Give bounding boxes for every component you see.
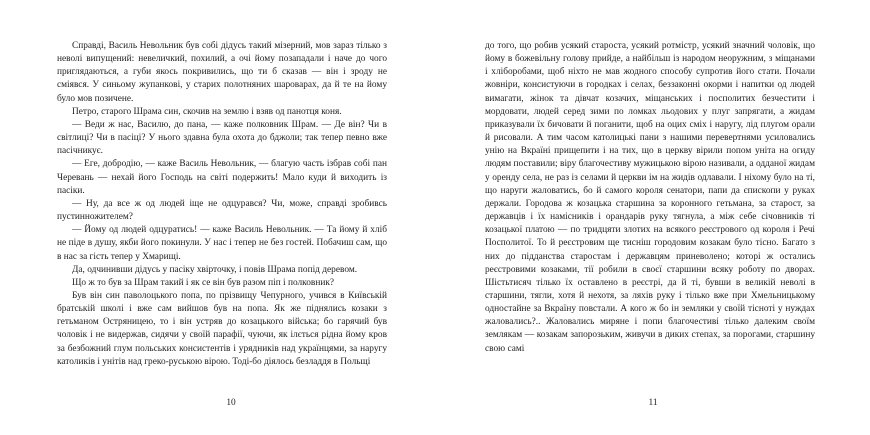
paragraph: Справді, Василь Невольник був собі дідусь такий мізерний, мов зараз тілько з неволі випущений: невеличкий, похилий, а очі йому позападали і наче до чого приглядаються, а губи якось покривились, що ти б сказав — він і зроду не сміявся. У синьому жупанкові, у старих полотняних шароварах, да й те на йому було мов позичене.	[57, 41, 387, 104]
paragraph: — Йому од людей одцуратись! — каже Василь Невольник. — Та йому й хліб не піде в душу, якби його покинули. У нас і тепер не без гостей. Побачиш сам, що в нас за гість тепер у Хмарищі.	[57, 225, 387, 262]
right-page-text	[485, 40, 815, 356]
paragraph: Да, одчинивши дідусь у пасіку хвірточку, і повів Шрама попід деревом.	[72, 264, 358, 275]
right-page	[485, 40, 815, 356]
page-number-left: 10	[226, 398, 236, 408]
paragraph: до того, що робив усякий староста, усякий ротмістр, усякий значний чоловік, що йому в божевільну голову прийде, а найбільш із народом неоружним, з міщанами і хліборобами, щоб ніхто не мав жодного способу супротив його стати. Почали жовніри, консистуючи в городках і селах, беззаконні окорми і напитки од людей вимагати, жінок та дівчат козачих, міщанських і посполитих безчестити і мордовати, людей серед зими по ломках льодових у плуг запрягати, а жидам приказували їх бичовати й поганити, щоб на оцих сміх і наругу, лід плугом орали й рисовали. А тим часом католицькі пани з нашими перевертнями усиловались унію на Вкраїні прищепити і на тих, що в церкву вірили попом уніта на огиду людям поставили; віру благочестиву мужицькою вірою називали, а одданої жидам у оренду села, не раз із селами й церкви ім на жидів одлавали. І ніхому було на ті, що наруги жаловатись, бо й самого короля сенатори, папи да єпископи у руках держали. Городова ж козацька старшина за коронного гетьмана, за старост, за державців і їх намісників і орандарів руку тягнула, а між себе січовників ті козацької платою — по тридцяти злотих на всякого реєстрового од короля і Речі Посполитої. То й реєстровим ще тисніш городовим козакам було тісно. Багато з них до підданства старостам і державцям приневолено; которі ж остались реєстровими козаками, тії робили в своєї старшини всяку роботу по дворах. Шістьтисяч тілько їх оставлено в реєстрі, да й ті, бувши в великій неволі в старшини, тягли, хотя й нехотя, за ляхів руку і тілько вже при Хмельницькому одностайне за Вкраїну повстали. А кого ж бо ін земляки у своїй тісноті у нуждах жаловались?.. Жаловались миряне і попи благочестиві тілько далеким своїм землякам — козакам запорозьким, живучи в диких степах, за порогами, старшину свою самі	[485, 41, 815, 354]
paragraph: Був він син паволоцького попа, по прізвищу Чепурного, учився в Київській братській школі і вже сам вийшов був на попа. Як же піднялись козаки з гетьманом Остряницею, то і він устряв до козацького війська; бо гарячий був чоловік і не видержав, сидячи у своїй парафії, чуючи, як ілється рідна йому кров за безбожний глум польських консистентів і урядників над українцями, за наругу католиків і унітів над греко-руською вірою. Тоді-бо діялось безладдя в Польщі	[57, 290, 387, 367]
paragraph: Петро, старого Шрама син, скочив на землю і взяв од панотця коня.	[72, 106, 342, 117]
paragraph: — Веди ж нас, Василю, до пана, — каже полковник Шрам. — Де він? Чи в світлиці? Чи в пасіці? У нього здавна була охота до бджоли; так тепер певно вже пасічникує.	[57, 119, 387, 157]
paragraph: Що ж то був за Шрам такий і як се він був разом піп і полковник?	[72, 277, 335, 288]
paragraph: — Еге, добродію, — каже Василь Невольник, — благую часть ізбрав собі пан Черевань — нехай його Господь на світі подержить! Мало куди й виходить із пасіки.	[57, 159, 387, 196]
paragraph: — Ну, да все ж од людей іще не одцурався? Чи, може, справді зробивсь пустинножителем?	[57, 198, 387, 223]
left-page	[57, 40, 387, 369]
left-page-text	[57, 40, 387, 369]
page-number-right: 11	[648, 398, 658, 408]
